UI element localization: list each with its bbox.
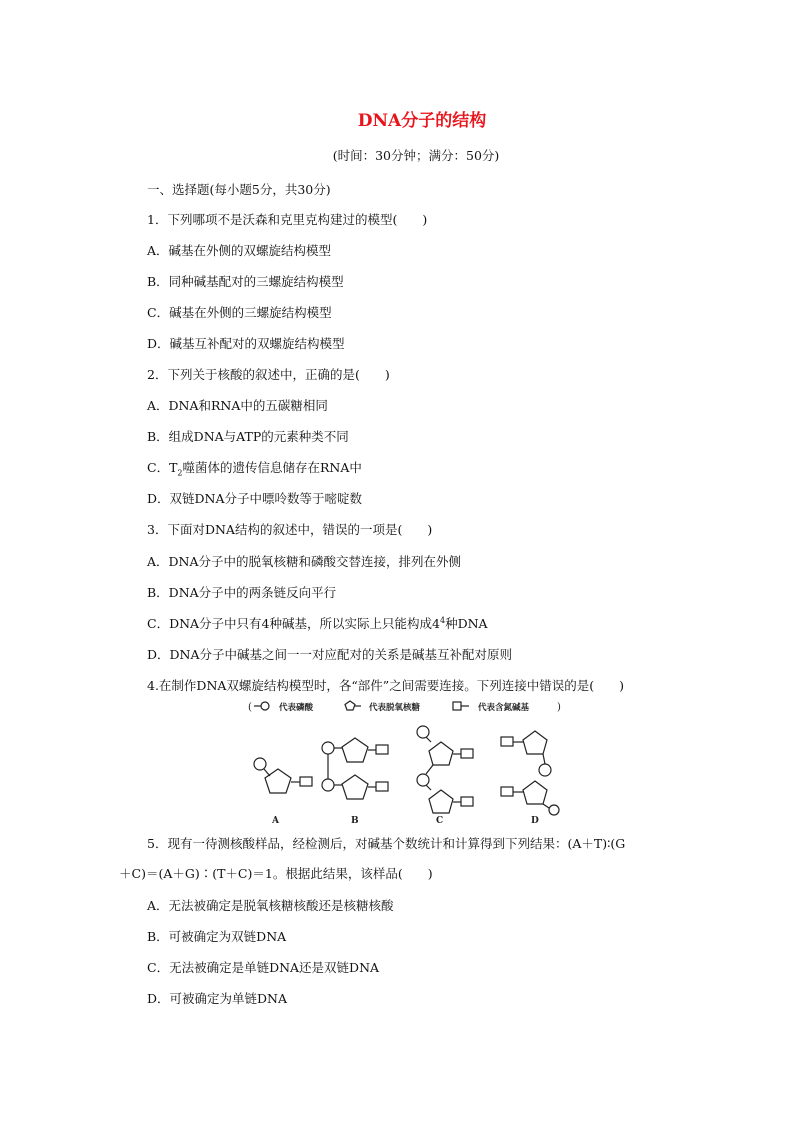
- section-heading: 一、选择题(每小题5分，共30分): [147, 182, 331, 197]
- legend-sugar: [345, 701, 421, 713]
- question-4-stem: 4.在制作DNA双螺旋结构模型时，各“部件”之间需要连接。下列连接中错误的是( ): [147, 678, 624, 693]
- page-title: DNA分子的结构: [357, 111, 487, 131]
- option-c-rest: 种DNA: [445, 616, 488, 631]
- question-2-option-d: D．双链DNA分子中嘌呤数等于嘧啶数: [147, 491, 363, 506]
- option-c-prefix: C．T: [147, 460, 178, 475]
- svg-text:): ): [557, 702, 561, 713]
- page-subtitle: (时间：30分钟；满分：50分): [332, 148, 500, 163]
- question-5-stem-line-2: ＋C)＝(A＋G)∶(T＋C)＝1。根据此结果，该样品( ): [119, 866, 433, 881]
- figure-label-d: D: [531, 816, 539, 826]
- question-2-stem: 2．下列关于核酸的叙述中，正确的是( ): [147, 367, 390, 382]
- model-a: [254, 758, 312, 793]
- figure-label-b: B: [351, 816, 359, 826]
- question-3-option-b: B．DNA分子中的两条链反向平行: [147, 585, 337, 600]
- question-5-option-d: D．可被确定为单链DNA: [147, 991, 288, 1006]
- model-c: [417, 726, 473, 813]
- question-1-stem: 1．下列哪项不是沃森和克里克构建过的模型( ): [147, 212, 428, 227]
- subscript-2: 2: [177, 468, 183, 478]
- question-1-option-d: D．碱基互补配对的双螺旋结构模型: [147, 336, 345, 351]
- question-3-option-c: [147, 614, 488, 632]
- option-c-rest: 噬菌体的遗传信息储存在RNA中: [182, 460, 362, 475]
- question-2-option-a: A．DNA和RNA中的五碳糖相同: [147, 398, 328, 413]
- figure-label-a: A: [272, 816, 279, 826]
- question-3-stem: 3．下面对DNA结构的叙述中，错误的一项是( ): [147, 522, 433, 537]
- question-5-option-b: B．可被确定为双链DNA: [147, 929, 287, 944]
- question-5-option-a: A．无法被确定是脱氧核糖核酸还是核糖核酸: [147, 898, 394, 913]
- legend-phosphate-label: 代表磷酸: [279, 703, 314, 713]
- question-1-option-b: B．同种碱基配对的三螺旋结构模型: [147, 274, 344, 289]
- question-5-stem-line-1: 5．现有一待测核酸样品，经检测后，对碱基个数统计和计算得到下列结果：(A＋T)∶(G: [147, 836, 626, 851]
- model-b: [322, 738, 388, 799]
- superscript-4: 4: [439, 615, 446, 625]
- figure-label-c: C: [436, 816, 444, 826]
- question-1-option-a: A．碱基在外侧的双螺旋结构模型: [147, 243, 332, 258]
- question-2-option-c: [147, 458, 362, 478]
- nucleotide-figure: [245, 696, 590, 826]
- question-1-option-c: C．碱基在外侧的三螺旋结构模型: [147, 305, 332, 320]
- question-2-option-b: B．组成DNA与ATP的元素种类不同: [147, 429, 349, 444]
- option-c-prefix: C．DNA分子中只有4种碱基，所以实际上只能构成4: [147, 616, 440, 631]
- question-3-option-a: A．DNA分子中的脱氧核糖和磷酸交替连接，排列在外侧: [147, 554, 462, 569]
- legend-sugar-label: 代表脱氧核糖: [369, 703, 421, 713]
- question-3-option-d: D．DNA分子中碱基之间一一对应配对的关系是碱基互补配对原则: [147, 647, 513, 662]
- legend-base: [453, 702, 561, 713]
- model-d: [501, 731, 559, 815]
- legend-phosphate: [248, 702, 314, 713]
- legend-base-label: 代表含氮碱基: [478, 703, 530, 713]
- question-5-option-c: C．无法被确定是单链DNA还是双链DNA: [147, 960, 380, 975]
- svg-text:(: (: [248, 702, 252, 713]
